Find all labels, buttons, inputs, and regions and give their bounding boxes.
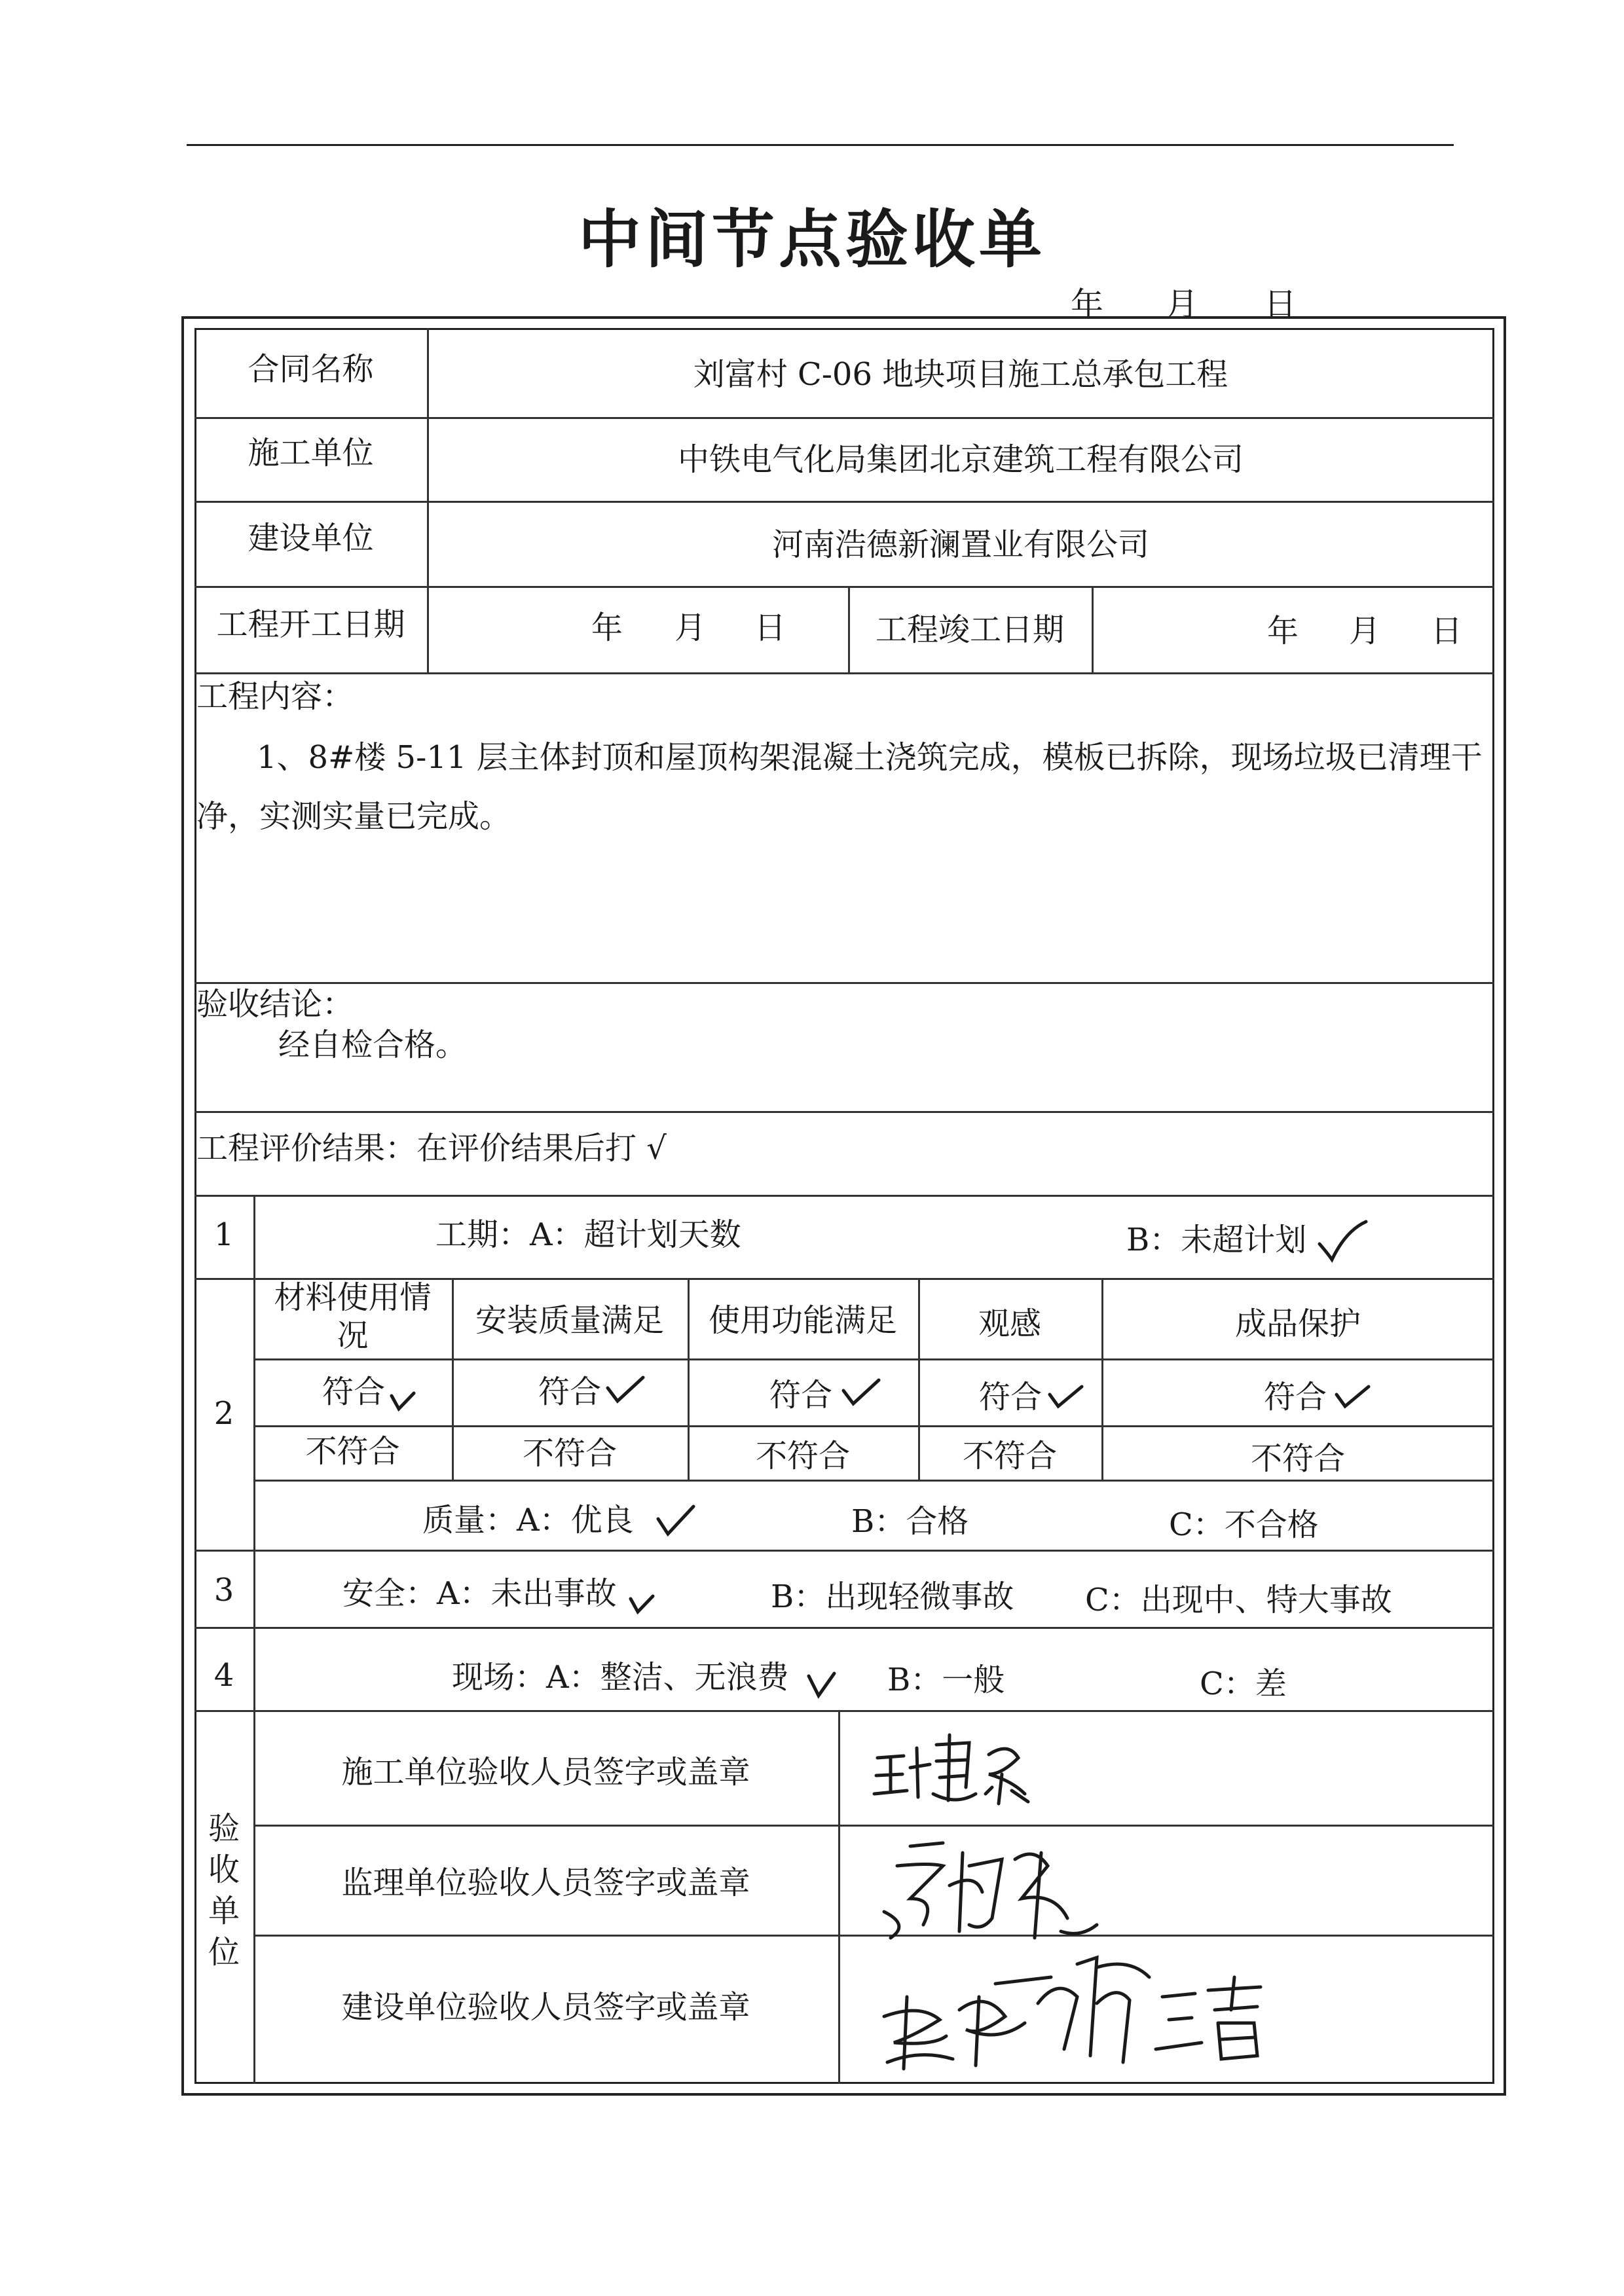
start-year: 年 <box>591 610 623 646</box>
site-option-c: C：差 <box>1200 1666 1287 1702</box>
start-date-label: 工程开工日期 <box>216 606 405 643</box>
rule <box>194 586 1494 588</box>
rule <box>194 1111 1494 1113</box>
end-year: 年 <box>1267 613 1299 649</box>
rule <box>194 1195 1494 1197</box>
appearance-fail: 不符合 <box>962 1438 1057 1474</box>
installation-pass: 符合 <box>538 1374 602 1410</box>
page-title: 中间节点验收单 <box>578 203 1046 276</box>
quality-option-a: 质量：A：优良 <box>422 1502 634 1539</box>
rule <box>194 672 1494 674</box>
row-number: 2 <box>213 1395 234 1432</box>
start-month: 月 <box>674 610 707 646</box>
developer-value: 河南浩德新澜置业有限公司 <box>771 526 1149 563</box>
end-date-label: 工程竣工日期 <box>875 611 1064 648</box>
schedule-option-b: B：未超计划 <box>1126 1222 1307 1258</box>
builder-value: 中铁电气化局集团北京建筑工程有限公司 <box>677 441 1244 478</box>
quality-option-c: C：不合格 <box>1169 1506 1319 1543</box>
date-day: 日 <box>1264 285 1297 323</box>
column-header-materials: 材料使用情 <box>274 1279 432 1316</box>
row-number: 4 <box>213 1657 234 1694</box>
quality-option-b: B：合格 <box>851 1503 969 1540</box>
content-line-1: 1、8#楼 5-11 层主体封顶和屋顶构架混凝土浇筑完成，模板已拆除，现场垃圾已清理干 <box>257 739 1483 776</box>
materials-pass: 符合 <box>322 1374 386 1410</box>
column-header-materials: 况 <box>337 1317 369 1354</box>
builder-signature-label: 施工单位验收人员签字或盖章 <box>341 1754 750 1791</box>
date-year: 年 <box>1071 285 1103 323</box>
developer-label: 建设单位 <box>248 520 374 556</box>
contract-label: 合同名称 <box>248 351 374 388</box>
column-header-appearance: 观感 <box>978 1305 1041 1342</box>
checkmark-icon <box>1316 1218 1369 1264</box>
developer-signature <box>881 1938 1287 2075</box>
safety-option-b: B：出现轻微事故 <box>771 1578 1014 1615</box>
evaluation-header: 工程评价结果：在评价结果后打 √ <box>196 1130 667 1167</box>
safety-option-c: C：出现中、特大事故 <box>1085 1582 1392 1618</box>
appearance-pass: 符合 <box>979 1379 1043 1415</box>
row-number: 3 <box>213 1572 234 1609</box>
function-pass: 符合 <box>769 1377 833 1413</box>
installation-fail: 不符合 <box>522 1435 617 1472</box>
supervisor-signature-label: 监理单位验收人员签字或盖章 <box>341 1865 750 1901</box>
rule <box>838 1710 840 2084</box>
checkmark-icon <box>606 1374 645 1406</box>
conclusion-label: 验收结论： <box>196 986 354 1023</box>
developer-signature-label: 建设单位验收人员签字或盖章 <box>341 1989 750 2026</box>
checkmark-icon <box>807 1669 836 1699</box>
content-line-2: 净，实测实量已完成。 <box>196 798 511 835</box>
header-rule <box>187 144 1454 146</box>
content-label: 工程内容： <box>196 678 354 715</box>
date-month: 月 <box>1166 285 1198 323</box>
acceptance-group-label: 验收单位 <box>208 1810 240 1971</box>
checkmark-icon <box>1048 1381 1084 1411</box>
conclusion-text: 经自检合格。 <box>278 1027 468 1063</box>
checkmark-icon <box>629 1590 655 1616</box>
form-inner-frame <box>194 328 1494 2084</box>
checkmark-icon <box>656 1503 695 1539</box>
rule <box>253 1425 1494 1427</box>
rule <box>194 1550 1494 1552</box>
protection-pass: 符合 <box>1264 1379 1327 1415</box>
builder-signature <box>871 1728 1041 1807</box>
start-day: 日 <box>754 610 786 646</box>
schedule-option-a: 工期：A：超计划天数 <box>435 1216 741 1253</box>
safety-option-a: 安全：A：未出事故 <box>342 1575 617 1612</box>
materials-fail: 不符合 <box>305 1433 400 1470</box>
row-number: 1 <box>213 1216 234 1253</box>
rule <box>194 1710 1494 1712</box>
contract-value: 刘富村 C-06 地块项目施工总承包工程 <box>693 356 1228 393</box>
rule <box>253 1358 1494 1360</box>
end-day: 日 <box>1431 613 1463 649</box>
rule <box>194 982 1494 984</box>
site-option-b: B：一般 <box>887 1662 1005 1698</box>
rule <box>194 501 1494 503</box>
end-month: 月 <box>1349 613 1381 649</box>
checkmark-icon <box>390 1387 416 1413</box>
supervisor-signature <box>871 1827 1107 1944</box>
checkmark-icon <box>841 1376 881 1409</box>
protection-fail: 不符合 <box>1250 1440 1345 1477</box>
rule <box>194 417 1494 419</box>
site-option-a: 现场：A：整洁、无浪费 <box>452 1659 789 1696</box>
checkmark-icon <box>1335 1381 1371 1411</box>
rule <box>253 1480 1494 1482</box>
column-header-installation: 安装质量满足 <box>475 1302 664 1339</box>
rule <box>194 1627 1494 1629</box>
builder-label: 施工单位 <box>248 435 374 471</box>
function-fail: 不符合 <box>755 1438 850 1474</box>
rule <box>1092 586 1094 672</box>
column-header-protection: 成品保护 <box>1234 1305 1361 1342</box>
column-header-function: 使用功能满足 <box>708 1302 897 1339</box>
